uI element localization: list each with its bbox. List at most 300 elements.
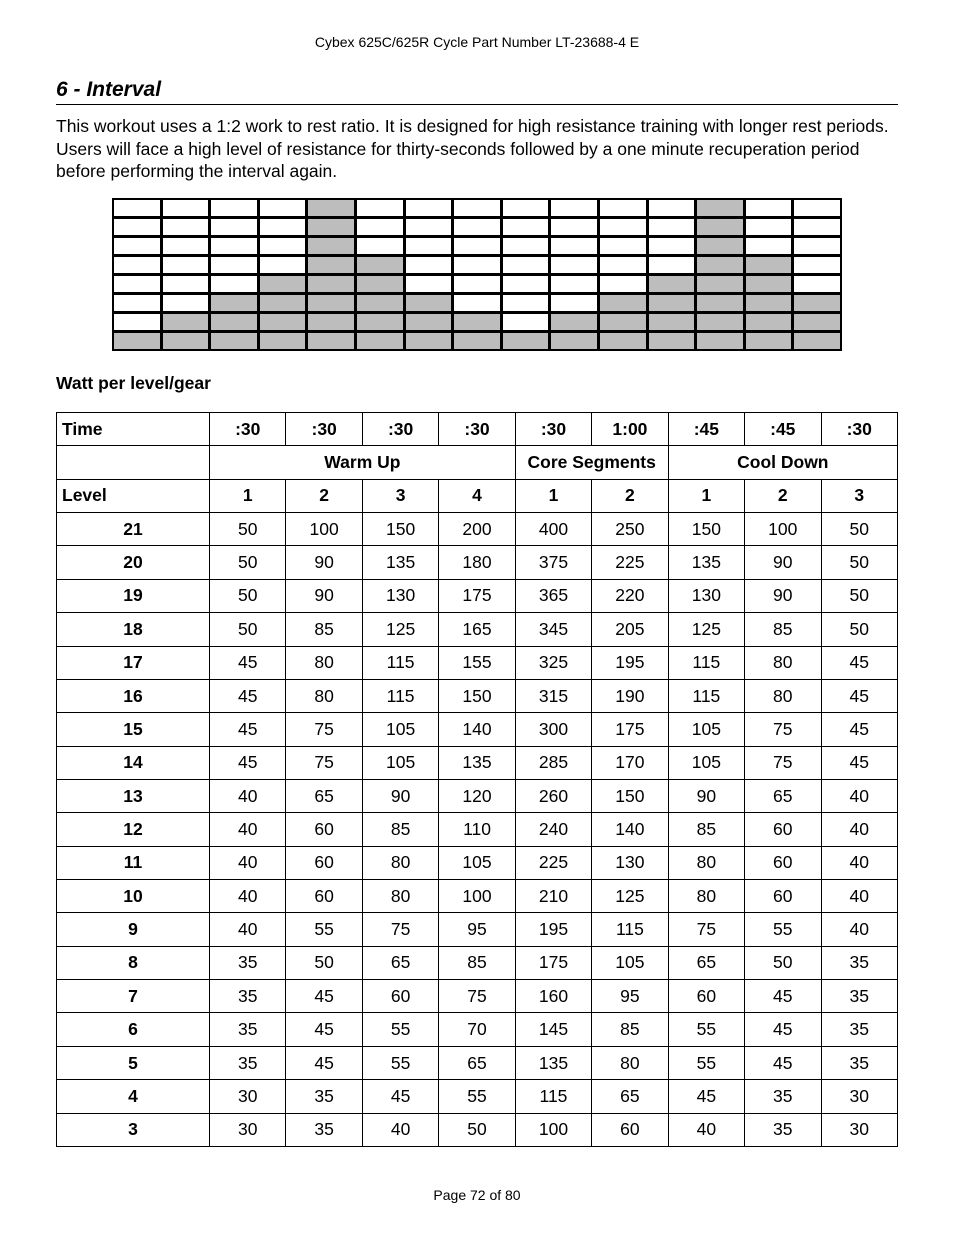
time-cell: :30: [439, 413, 515, 446]
profile-cell: [794, 200, 840, 216]
profile-cell: [551, 200, 597, 216]
watt-cell: 260: [515, 779, 591, 812]
watt-cell: 45: [745, 1046, 821, 1079]
table-subheading: Watt per level/gear: [56, 373, 211, 393]
profile-cell: [357, 200, 403, 216]
watt-cell: 50: [745, 946, 821, 979]
table-row: [57, 546, 898, 579]
watt-cell: 35: [745, 1113, 821, 1146]
profile-cell: [794, 238, 840, 254]
profile-cell: [260, 333, 306, 349]
profile-cell: [697, 276, 743, 292]
profile-cell: [114, 295, 160, 311]
profile-cell: [211, 257, 257, 273]
profile-cell: [163, 219, 209, 235]
profile-cell: [454, 238, 500, 254]
watt-cell: 45: [210, 746, 286, 779]
table-row: [57, 1046, 898, 1079]
watt-cell: 80: [286, 679, 362, 712]
watt-cell: 55: [668, 1013, 744, 1046]
level-cell: 4: [57, 1080, 210, 1113]
watt-cell: 140: [439, 713, 515, 746]
segment-cell: 4: [439, 479, 515, 512]
table-row: [57, 1013, 898, 1046]
profile-cell: [697, 257, 743, 273]
group-row: [57, 446, 898, 479]
level-cell: 3: [57, 1113, 210, 1146]
watt-cell: 100: [439, 880, 515, 913]
watt-cell: 50: [210, 613, 286, 646]
time-cell: :30: [515, 413, 591, 446]
profile-cell: [406, 295, 452, 311]
watt-cell: 135: [515, 1046, 591, 1079]
watt-cell: 85: [439, 946, 515, 979]
watt-cell: 135: [668, 546, 744, 579]
watt-cell: 50: [821, 546, 898, 579]
watt-cell: 65: [286, 779, 362, 812]
segment-cell: 1: [515, 479, 591, 512]
level-cell: 9: [57, 913, 210, 946]
watt-cell: 45: [745, 1013, 821, 1046]
watt-cell: 120: [439, 779, 515, 812]
watt-cell: 55: [362, 1046, 438, 1079]
watt-cell: 40: [821, 813, 898, 846]
profile-cell: [503, 295, 549, 311]
profile-cell: [114, 333, 160, 349]
segment-cell: 2: [592, 479, 668, 512]
workout-profile-chart: [112, 198, 842, 351]
profile-cell: [211, 219, 257, 235]
watt-cell: 80: [745, 646, 821, 679]
watt-cell: 240: [515, 813, 591, 846]
watt-cell: 45: [286, 1013, 362, 1046]
watt-cell: 225: [515, 846, 591, 879]
profile-cell: [503, 314, 549, 330]
profile-cell: [600, 219, 646, 235]
profile-cell: [308, 276, 354, 292]
segment-row: [57, 479, 898, 512]
group-cool-down: Cool Down: [668, 446, 897, 479]
profile-cell: [406, 219, 452, 235]
watt-cell: 75: [668, 913, 744, 946]
watt-cell: 55: [439, 1080, 515, 1113]
table-row: [57, 846, 898, 879]
profile-cell: [697, 314, 743, 330]
watt-cell: 150: [439, 679, 515, 712]
section-title: 6 - Interval: [56, 78, 898, 105]
profile-cell: [308, 238, 354, 254]
profile-cell: [357, 295, 403, 311]
profile-cell: [697, 238, 743, 254]
level-cell: 7: [57, 980, 210, 1013]
profile-cell: [794, 276, 840, 292]
watt-cell: 95: [592, 980, 668, 1013]
table-row: [57, 1080, 898, 1113]
profile-cell: [503, 276, 549, 292]
watt-cell: 175: [592, 713, 668, 746]
watt-table: [56, 412, 898, 1147]
watt-cell: 345: [515, 613, 591, 646]
profile-cell: [794, 219, 840, 235]
watt-cell: 75: [286, 746, 362, 779]
profile-cell: [454, 219, 500, 235]
watt-cell: 180: [439, 546, 515, 579]
profile-cell: [551, 257, 597, 273]
watt-cell: 60: [362, 980, 438, 1013]
watt-cell: 40: [210, 880, 286, 913]
profile-cell: [406, 333, 452, 349]
profile-cell: [794, 333, 840, 349]
page-number: Page 72 of 80: [433, 1187, 521, 1203]
watt-cell: 65: [439, 1046, 515, 1079]
watt-cell: 170: [592, 746, 668, 779]
profile-cell: [211, 314, 257, 330]
profile-cell: [551, 314, 597, 330]
watt-cell: 55: [286, 913, 362, 946]
watt-cell: 285: [515, 746, 591, 779]
watt-cell: 125: [362, 613, 438, 646]
watt-cell: 115: [362, 679, 438, 712]
watt-cell: 400: [515, 513, 591, 546]
watt-cell: 40: [210, 913, 286, 946]
watt-cell: 60: [745, 846, 821, 879]
table-row: [57, 880, 898, 913]
profile-cell: [454, 200, 500, 216]
profile-cell: [114, 314, 160, 330]
watt-cell: 200: [439, 513, 515, 546]
watt-cell: 85: [362, 813, 438, 846]
watt-cell: 75: [362, 913, 438, 946]
watt-cell: 225: [592, 546, 668, 579]
watt-cell: 80: [668, 846, 744, 879]
watt-cell: 130: [362, 579, 438, 612]
watt-cell: 375: [515, 546, 591, 579]
watt-cell: 80: [592, 1046, 668, 1079]
watt-cell: 60: [592, 1113, 668, 1146]
watt-cell: 50: [821, 579, 898, 612]
profile-cell: [260, 257, 306, 273]
watt-cell: 175: [515, 946, 591, 979]
watt-cell: 50: [210, 546, 286, 579]
profile-cell: [503, 333, 549, 349]
time-cell: :45: [745, 413, 821, 446]
profile-cell: [211, 333, 257, 349]
level-cell: 19: [57, 579, 210, 612]
time-cell: :30: [210, 413, 286, 446]
profile-cell: [260, 295, 306, 311]
table-row: [57, 913, 898, 946]
table-row: [57, 1113, 898, 1146]
profile-cell: [649, 295, 695, 311]
watt-cell: 115: [592, 913, 668, 946]
watt-cell: 90: [745, 579, 821, 612]
watt-cell: 75: [439, 980, 515, 1013]
profile-cell: [503, 219, 549, 235]
profile-cell: [746, 276, 792, 292]
watt-cell: 40: [210, 813, 286, 846]
group-core-segments: Core Segments: [515, 446, 668, 479]
watt-cell: 65: [362, 946, 438, 979]
table-row: [57, 513, 898, 546]
watt-cell: 50: [821, 613, 898, 646]
profile-cell: [746, 333, 792, 349]
segment-cell: 1: [210, 479, 286, 512]
watt-cell: 45: [210, 679, 286, 712]
watt-cell: 60: [668, 980, 744, 1013]
watt-cell: 90: [668, 779, 744, 812]
watt-cell: 35: [286, 1080, 362, 1113]
table-row: [57, 779, 898, 812]
profile-cell: [114, 257, 160, 273]
watt-cell: 35: [286, 1113, 362, 1146]
profile-cell: [649, 219, 695, 235]
profile-cell: [551, 238, 597, 254]
profile-cell: [746, 219, 792, 235]
table-row: [57, 579, 898, 612]
watt-cell: 50: [210, 579, 286, 612]
level-cell: 20: [57, 546, 210, 579]
watt-cell: 80: [362, 846, 438, 879]
profile-cell: [357, 314, 403, 330]
watt-cell: 105: [592, 946, 668, 979]
profile-cell: [794, 257, 840, 273]
watt-cell: 365: [515, 579, 591, 612]
profile-cell: [163, 314, 209, 330]
watt-cell: 30: [821, 1113, 898, 1146]
watt-cell: 135: [362, 546, 438, 579]
profile-cell: [600, 257, 646, 273]
watt-cell: 75: [286, 713, 362, 746]
watt-cell: 35: [210, 946, 286, 979]
watt-cell: 150: [592, 779, 668, 812]
profile-cell: [551, 333, 597, 349]
profile-cell: [697, 219, 743, 235]
level-cell: 5: [57, 1046, 210, 1079]
watt-cell: 315: [515, 679, 591, 712]
watt-cell: 30: [821, 1080, 898, 1113]
profile-cell: [163, 295, 209, 311]
time-label: Time: [57, 413, 210, 446]
profile-cell: [406, 200, 452, 216]
watt-cell: 115: [515, 1080, 591, 1113]
profile-cell: [454, 314, 500, 330]
profile-cell: [308, 314, 354, 330]
watt-cell: 40: [821, 779, 898, 812]
watt-cell: 60: [286, 813, 362, 846]
time-cell: :30: [286, 413, 362, 446]
profile-cell: [163, 333, 209, 349]
profile-cell: [308, 219, 354, 235]
watt-cell: 50: [439, 1113, 515, 1146]
profile-cell: [454, 257, 500, 273]
watt-cell: 115: [668, 646, 744, 679]
level-cell: 21: [57, 513, 210, 546]
profile-cell: [503, 257, 549, 273]
watt-cell: 90: [286, 546, 362, 579]
segment-cell: 2: [286, 479, 362, 512]
profile-cell: [454, 333, 500, 349]
profile-cell: [163, 276, 209, 292]
level-cell: 11: [57, 846, 210, 879]
watt-cell: 30: [210, 1080, 286, 1113]
level-label: Level: [57, 479, 210, 512]
profile-cell: [600, 314, 646, 330]
time-cell: :45: [668, 413, 744, 446]
profile-cell: [114, 238, 160, 254]
watt-cell: 140: [592, 813, 668, 846]
watt-cell: 90: [745, 546, 821, 579]
watt-cell: 60: [286, 846, 362, 879]
level-cell: 13: [57, 779, 210, 812]
watt-cell: 30: [210, 1113, 286, 1146]
profile-cell: [357, 257, 403, 273]
watt-cell: 55: [668, 1046, 744, 1079]
level-cell: 14: [57, 746, 210, 779]
profile-cell: [357, 333, 403, 349]
profile-cell: [260, 200, 306, 216]
profile-cell: [600, 333, 646, 349]
watt-cell: 130: [668, 579, 744, 612]
watt-cell: 115: [362, 646, 438, 679]
watt-cell: 95: [439, 913, 515, 946]
profile-cell: [697, 295, 743, 311]
watt-cell: 35: [210, 1013, 286, 1046]
profile-cell: [697, 333, 743, 349]
watt-cell: 80: [286, 646, 362, 679]
profile-cell: [454, 295, 500, 311]
profile-cell: [308, 257, 354, 273]
watt-cell: 100: [745, 513, 821, 546]
watt-cell: 45: [821, 746, 898, 779]
watt-cell: 40: [821, 913, 898, 946]
profile-cell: [114, 200, 160, 216]
watt-cell: 50: [821, 513, 898, 546]
watt-cell: 220: [592, 579, 668, 612]
profile-cell: [794, 295, 840, 311]
profile-cell: [600, 295, 646, 311]
watt-cell: 45: [286, 980, 362, 1013]
level-cell: 15: [57, 713, 210, 746]
watt-cell: 45: [821, 646, 898, 679]
watt-cell: 90: [362, 779, 438, 812]
level-cell: 8: [57, 946, 210, 979]
watt-cell: 85: [668, 813, 744, 846]
segment-cell: 1: [668, 479, 744, 512]
watt-cell: 105: [668, 713, 744, 746]
watt-cell: 50: [210, 513, 286, 546]
table-row: [57, 679, 898, 712]
watt-cell: 80: [362, 880, 438, 913]
profile-cell: [454, 276, 500, 292]
profile-cell: [600, 276, 646, 292]
table-row: [57, 813, 898, 846]
watt-cell: 195: [592, 646, 668, 679]
profile-cell: [163, 200, 209, 216]
profile-cell: [406, 314, 452, 330]
watt-cell: 135: [439, 746, 515, 779]
time-cell: 1:00: [592, 413, 668, 446]
level-cell: 16: [57, 679, 210, 712]
watt-cell: 45: [362, 1080, 438, 1113]
profile-cell: [649, 333, 695, 349]
time-cell: :30: [821, 413, 898, 446]
profile-cell: [114, 219, 160, 235]
watt-cell: 150: [668, 513, 744, 546]
profile-cell: [746, 295, 792, 311]
profile-cell: [308, 333, 354, 349]
watt-cell: 45: [745, 980, 821, 1013]
watt-cell: 85: [286, 613, 362, 646]
watt-cell: 90: [286, 579, 362, 612]
profile-cell: [260, 219, 306, 235]
profile-cell: [260, 276, 306, 292]
profile-cell: [600, 238, 646, 254]
profile-cell: [406, 276, 452, 292]
watt-cell: 70: [439, 1013, 515, 1046]
watt-cell: 195: [515, 913, 591, 946]
level-cell: 12: [57, 813, 210, 846]
table-row: [57, 980, 898, 1013]
table-row: [57, 746, 898, 779]
watt-cell: 40: [210, 779, 286, 812]
watt-cell: 40: [362, 1113, 438, 1146]
table-row: [57, 646, 898, 679]
watt-cell: 300: [515, 713, 591, 746]
watt-cell: 35: [821, 946, 898, 979]
watt-cell: 45: [286, 1046, 362, 1079]
watt-cell: 105: [439, 846, 515, 879]
watt-cell: 190: [592, 679, 668, 712]
profile-cell: [260, 314, 306, 330]
profile-cell: [649, 257, 695, 273]
profile-cell: [260, 238, 306, 254]
profile-cell: [551, 276, 597, 292]
level-cell: 17: [57, 646, 210, 679]
profile-cell: [308, 295, 354, 311]
watt-cell: 115: [668, 679, 744, 712]
watt-cell: 35: [210, 980, 286, 1013]
watt-cell: 125: [592, 880, 668, 913]
group-blank-cell: [57, 446, 210, 479]
table-row: [57, 946, 898, 979]
intro-paragraph: This workout uses a 1:2 work to rest ratio. It is designed for high resistance training with longer rest periods. Users will face a high level of resistance for thirty-seconds followed by a one minute recuperation period before performing the interval again.: [56, 116, 889, 181]
segment-cell: 2: [745, 479, 821, 512]
watt-cell: 35: [821, 1046, 898, 1079]
level-cell: 10: [57, 880, 210, 913]
watt-cell: 85: [592, 1013, 668, 1046]
profile-cell: [211, 238, 257, 254]
watt-cell: 250: [592, 513, 668, 546]
profile-cell: [406, 257, 452, 273]
profile-cell: [357, 238, 403, 254]
level-cell: 18: [57, 613, 210, 646]
profile-cell: [503, 238, 549, 254]
watt-cell: 160: [515, 980, 591, 1013]
profile-cell: [746, 238, 792, 254]
watt-cell: 65: [668, 946, 744, 979]
watt-cell: 105: [362, 746, 438, 779]
profile-cell: [746, 314, 792, 330]
watt-cell: 85: [745, 613, 821, 646]
watt-cell: 40: [821, 846, 898, 879]
profile-cell: [503, 200, 549, 216]
watt-cell: 150: [362, 513, 438, 546]
watt-cell: 155: [439, 646, 515, 679]
watt-cell: 130: [592, 846, 668, 879]
watt-cell: 60: [745, 813, 821, 846]
profile-cell: [746, 257, 792, 273]
watt-cell: 175: [439, 579, 515, 612]
